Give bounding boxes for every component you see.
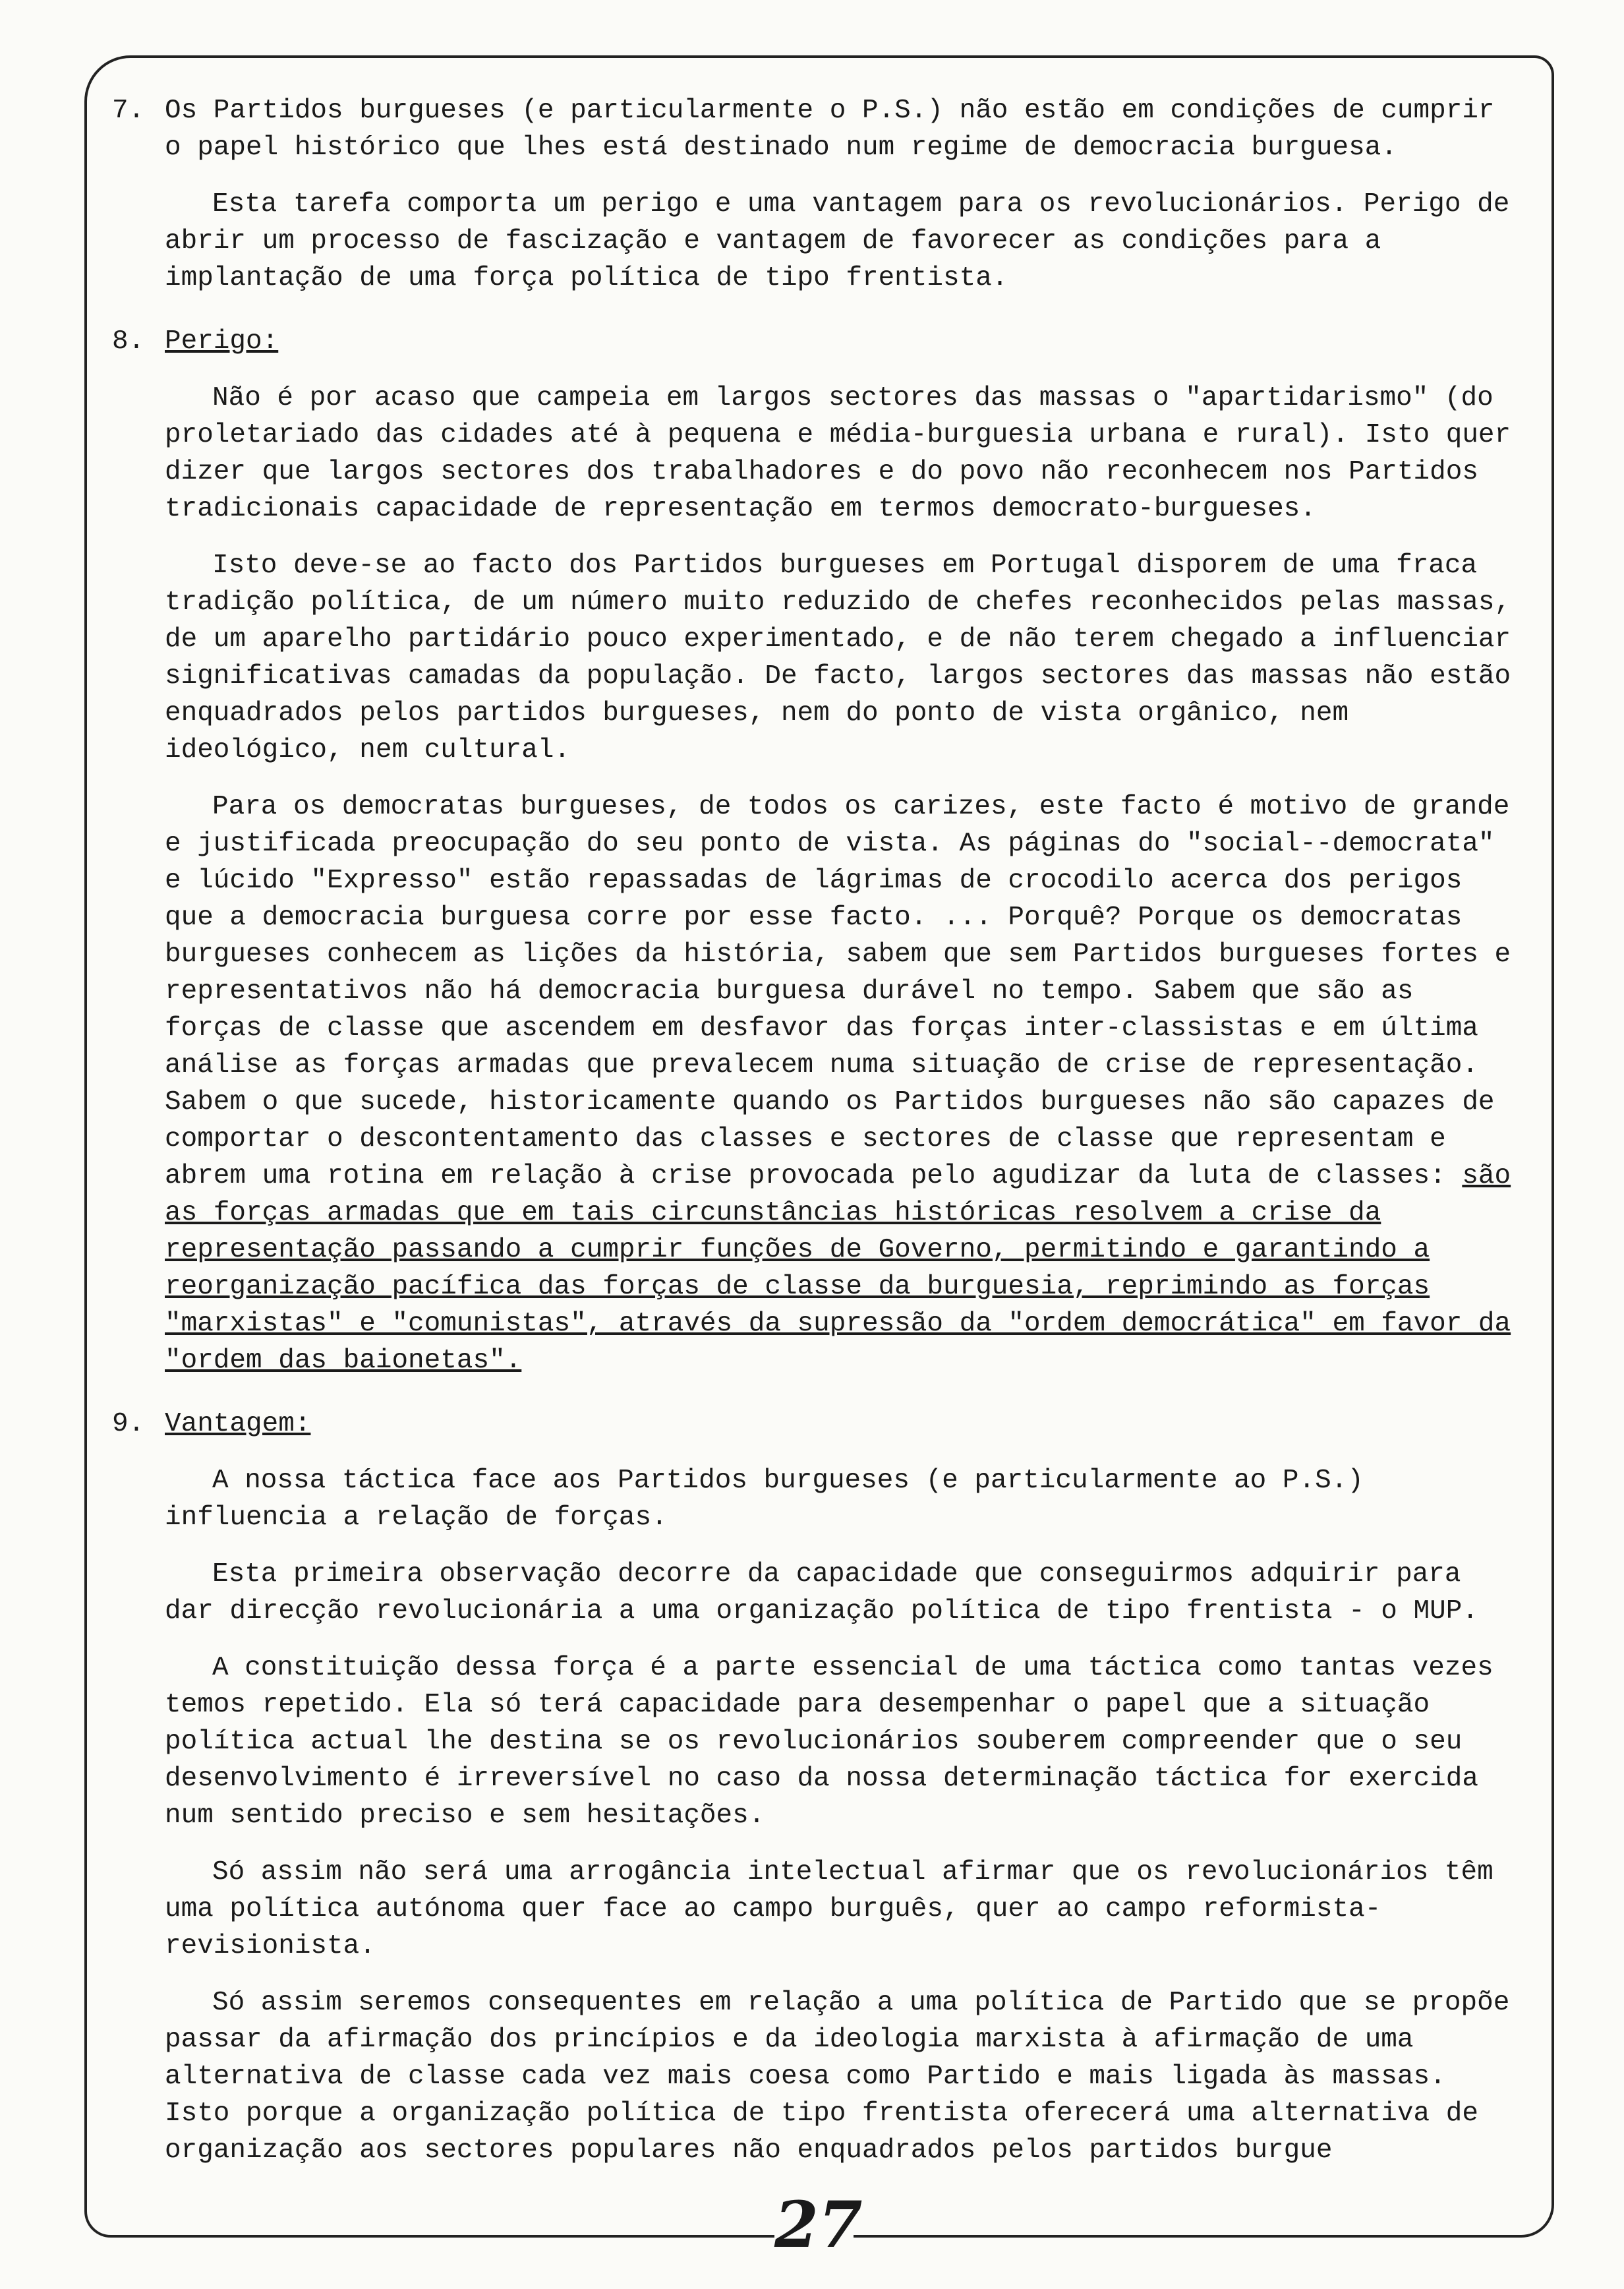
paragraph: Só assim seremos consequentes em relação a uma política de Partido que se propõe passar da afirmação dos princípios e da ideologia marxista à afirmação de uma alternativa de classe cada vez mais coesa como Partido e mais ligada às massas. Isto porque a organização política de tipo frentista oferecerá uma alternativa de organização aos sectores populares não enquadrados pelos partidos burgue xyxy=(165,1988,1510,2166)
page-number: 27 xyxy=(774,2187,863,2262)
paragraph: Isto deve-se ao facto dos Partidos burgueses em Portugal disporem de uma fraca tradição política, de um número muito reduzido de chefes reconhecidos pelas massas, de um aparelho partidário pouco experimentado, e de não terem chegado a influenciar significativas camadas da população. De facto, largos sectores das massas não estão enquadrados pelos partidos burgueses, nem do ponto de vista orgânico, nem ideológico, nem cultural. xyxy=(165,550,1511,765)
section-8 xyxy=(112,323,1516,1379)
section-number: 9. xyxy=(112,1409,145,1439)
paragraph: A constituição dessa força é a parte essencial de uma táctica como tantas vezes temos repetido. Ela só terá capacidade para desempenhar o papel que a situação política actual lhe destina se os revolucionários souberem compreender que o seu desenvolvimento é irreversível no caso da nossa determinação táctica for exercida num sentido preciso e sem hesitações. xyxy=(165,1653,1494,1831)
section-9 xyxy=(112,1406,1516,2169)
section-lead: Os Partidos burgueses (e particularmente o P.S.) não estão em condições de cumprir o papel histórico que lhes está destinado num regime de democracia burguesa. xyxy=(165,96,1495,163)
section-heading: Vantagem: xyxy=(165,1409,311,1439)
paragraph-text: Para os democratas burgueses, de todos os carizes, este facto é motivo de grande e justificada preocupação do seu ponto de vista. As páginas do "social--democrata" e lúcido "Expresso" estão repassadas de lágrimas de crocodilo acerca dos perigos que a democracia burguesa corre por esse facto. ... Porquê? Porque os democratas burgueses conhecem as lições da história, sabem que sem Partidos burgueses fortes e representativos não há democracia burguesa durável no tempo. Sabem que são as forças de classe que ascendem em desfavor das forças inter-classistas e em última análise as forças armadas que prevalecem numa situação de crise de representação. Sabem o que sucede, historicamente quando os Partidos burgueses não são capazes de comportar o descontentamento das classes e sectores de classe que representam e abrem uma rotina em relação à crise provocada pelo agudizar da luta de classes: xyxy=(165,792,1511,1191)
paragraph xyxy=(112,788,1516,1379)
section-heading: Perigo: xyxy=(165,326,279,357)
paragraph: Só assim não será uma arrogância intelectual afirmar que os revolucionários têm uma política autónoma quer face ao campo burguês, quer ao campo reformista-revisionista. xyxy=(165,1857,1494,1961)
paragraph: Esta tarefa comporta um perigo e uma vantagem para os revolucionários. Perigo de abrir um processo de fascização e vantagem de favorecer as condições para a implantação de uma força política de tipo frentista. xyxy=(165,189,1510,293)
underlined-passage: são as forças armadas que em tais circunstâncias históricas resolvem a crise da representação passando a cumprir funções de Governo, permitindo e garantindo a reorganização pacífica das forças de classe da burguesia, reprimindo as forças "marxistas" e "comunistas", através da supressão da "ordem democrática" em favor da "ordem das baionetas". xyxy=(165,1161,1511,1376)
document-body xyxy=(112,92,1516,2169)
section-7 xyxy=(112,92,1516,297)
section-number: 8. xyxy=(112,326,145,357)
paragraph: Esta primeira observação decorre da capacidade que conseguirmos adquirir para dar direcção revolucionária a uma organização política de tipo frentista - o MUP. xyxy=(165,1559,1478,1626)
section-number: 7. xyxy=(112,96,145,126)
paragraph: Não é por acaso que campeia em largos sectores das massas o "apartidarismo" (do proletariado das cidades até à pequena e média-burguesia urbana e rural). Isto quer dizer que largos sectores dos trabalhadores e do povo não reconhecem nos Partidos tradicionais capacidade de representação em termos democrato-burgueses. xyxy=(165,383,1511,524)
paragraph: A nossa táctica face aos Partidos burgueses (e particularmente ao P.S.) influencia a relação de forças. xyxy=(165,1466,1364,1533)
